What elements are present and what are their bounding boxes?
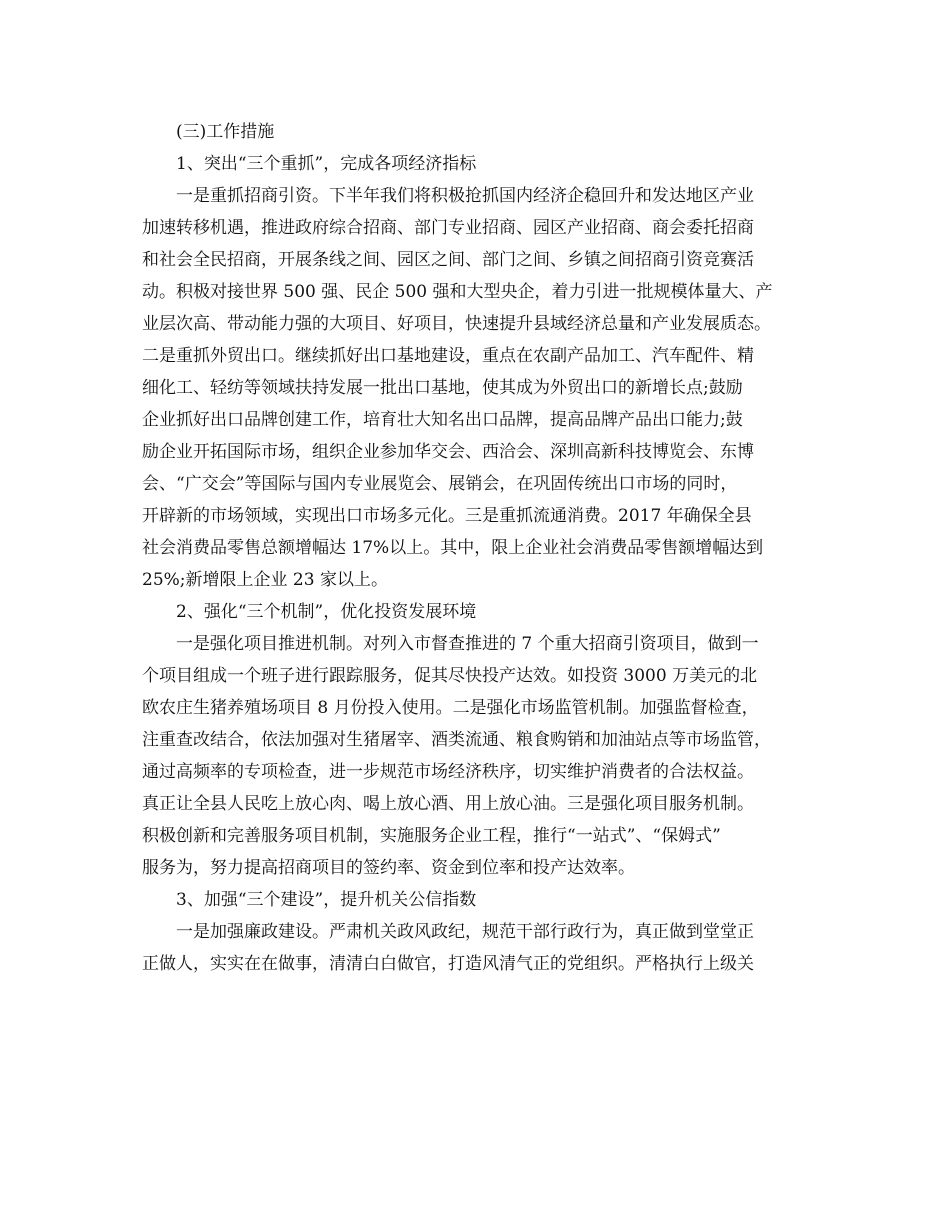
text-line: 加速转移机遇，推进政府综合招商、部门专业招商、园区产业招商、商会委托招商 (142, 218, 754, 238)
text-line: 个项目组成一个班子进行跟踪服务，促其尽快投产达效。如投资 3000 万美元的北 (142, 666, 758, 686)
document-body (142, 116, 822, 980)
text-line: 正做人，实实在在做事，清清白白做官，打造风清气正的党组织。严格执行上级关 (142, 954, 754, 974)
text-line: 会、“广交会”等国际与国内专业展览会、展销会，在巩固传统出口市场的同时， (142, 474, 738, 494)
text-line: 细化工、轻纺等领域扶持发展一批出口基地，使其成为外贸出口的新增长点;鼓励 (142, 378, 743, 398)
text-line: 开辟新的市场领域，实现出口市场多元化。三是重抓流通消费。2017 年确保全县 (142, 506, 752, 526)
text-line: (三)工作措施 (176, 122, 275, 142)
text-line: 一是重抓招商引资。下半年我们将积极抢抓国内经济企稳回升和发达地区产业 (176, 186, 754, 206)
text-line: 1、突出“三个重抓”，完成各项经济指标 (176, 154, 477, 174)
text-line: 二是重抓外贸出口。继续抓好出口基地建设，重点在农副产品加工、汽车配件、精 (142, 346, 754, 366)
text-line: 服务为，努力提高招商项目的签约率、资金到位率和投产达效率。 (142, 858, 635, 878)
text-line: 3、加强“三个建设”，提升机关公信指数 (176, 890, 477, 910)
text-line: 社会消费品零售总额增幅达 17%以上。其中，限上企业社会消费品零售额增幅达到 (142, 538, 764, 558)
text-line: 企业抓好出口品牌创建工作，培育壮大知名出口品牌，提高品牌产品出口能力;鼓 (142, 410, 743, 430)
text-line: 业层次高、带动能力强的大项目、好项目，快速提升县域经济总量和产业发展质态。 (142, 314, 771, 334)
text-line: 2、强化“三个机制”，优化投资发展环境 (176, 602, 477, 622)
text-line: 积极创新和完善服务项目机制，实施服务企业工程，推行“一站式”、“保姆式” (142, 826, 721, 846)
text-line: 欧农庄生猪养殖场项目 8 月份投入使用。二是强化市场监管机制。加强监督检查， (142, 698, 759, 718)
text-line: 通过高频率的专项检查，进一步规范市场经济秩序，切实维护消费者的合法权益。 (142, 762, 754, 782)
text-line: 和社会全民招商，开展条线之间、园区之间、部门之间、乡镇之间招商引资竞赛活 (142, 250, 754, 270)
text-line: 真正让全县人民吃上放心肉、喝上放心酒、用上放心油。三是强化项目服务机制。 (142, 794, 754, 814)
text-line: 一是加强廉政建设。严肃机关政风政纪，规范干部行政行为，真正做到堂堂正 (176, 922, 754, 942)
text-line: 动。积极对接世界 500 强、民企 500 强和大型央企，着力引进一批规模体量大、产 (142, 282, 773, 302)
text-line: 励企业开拓国际市场，组织企业参加华交会、西洽会、深圳高新科技博览会、东博 (142, 442, 754, 462)
text-line: 注重查改结合，依法加强对生猪屠宰、酒类流通、粮食购销和加油站点等市场监管， (142, 730, 771, 750)
text-line: 一是强化项目推进机制。对列入市督查推进的 7 个重大招商引资项目，做到一 (176, 634, 759, 654)
text-line: 25%;新增限上企业 23 家以上。 (142, 570, 388, 590)
